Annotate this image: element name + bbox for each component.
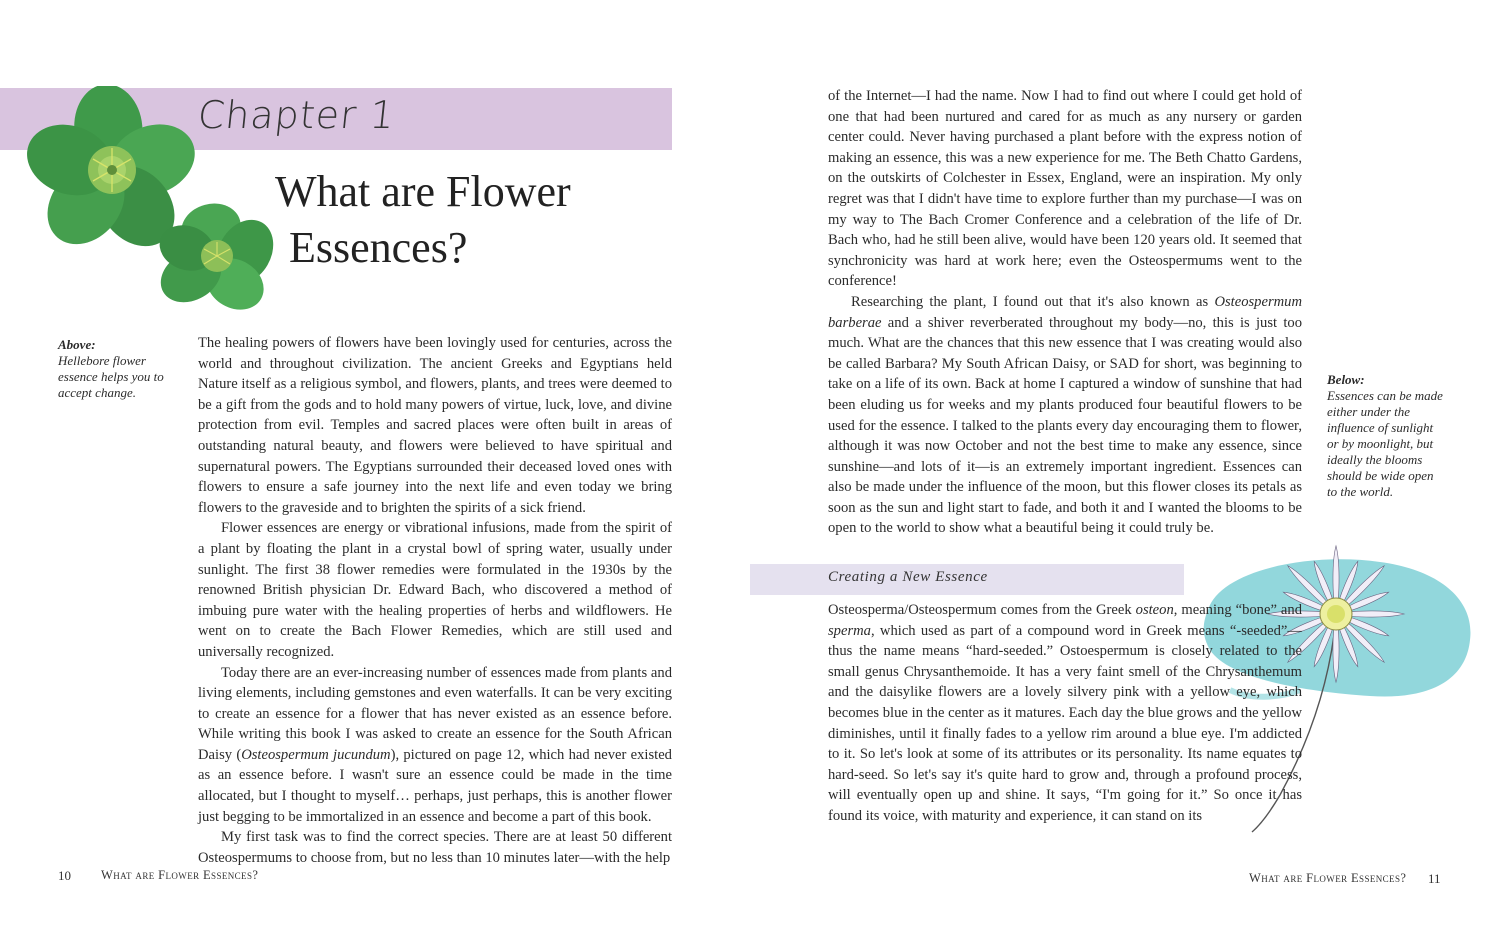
page-number-right: 11: [1428, 871, 1441, 886]
right-page-body: [828, 86, 1302, 539]
body-paragraph: My first task was to find the correct species. There are at least 50 different Osteospermums to choose from, but no less than 10 minutes later—with the help: [198, 829, 672, 866]
body-paragraph: of the Internet—I had the name. Now I had to find out where I could get hold of one that had been nurtured and cared for as much as any nursery or garden center could. Never having purchased a plant before with the express notion of making an essence, this was a new experience for me. The Beth Chatto Gardens, on the outskirts of Colchester in Essex, England, were an inspiration. My only regret was that I didn't have time to explore further than my purchase—I was on my way to The Bach Cromer Conference and a celebration of the life of Dr. Bach who, had he still been alive, would have been 120 years old. It seemed that synchronicity was hard at work here; even the Osteospermums went to the conference!: [828, 88, 1302, 290]
running-title-left: What are Flower Essences?: [101, 868, 259, 882]
chapter-title-line-2: Essences?: [289, 223, 468, 272]
body-paragraph: Researching the plant, I found out that it's also known as Osteospermum barberae and a shiver reverberated throughout my body—no, this is just too much. What are the chances that this new essence that I was creating would also be called Barbara? My South African Daisy, or SAD for short, was beginning to take on a life of its own. Back at home I captured a window of sunshine that had been eluding us for weeks and my plants produced four beautiful flowers to be used for the essence. I talked to the plants every day encouraging them to flower, although it was now October and not the best time to make any essence, since sunshine—and lots of it—is an extremely important ingredient. Essences can also be made under the influence of the moon, but this flower closes its petals as soon as the sun and light start to fade, and both it and I wanted the blooms to be open to the world to show what a beautiful being it could truly be.: [828, 293, 1302, 537]
caption-heading: Above:: [58, 337, 96, 352]
body-paragraph: Today there are an ever-increasing number of essences made from plants and living elements, including gemstones and even waterfalls. It can be very exciting to create an essence for a flower that has never existed as an essence before. While writing this book I was asked to create an essence for the South African Daisy (Osteospermum jucundum), pictured on page 12, which had never existed as an essence before. I wasn't sure an essence could be made in the time allocated, but I thought to myself… perhaps, just perhaps, this is another flower just begging to be immortalized in an essence and become a part of this book.: [198, 664, 672, 825]
caption-text: Essences can be made either under the influence of sunlight or by moonlight, but ideally the blooms should be wide open to the world.: [1327, 388, 1443, 499]
body-paragraph: Osteosperma/Osteospermum comes from the Greek osteon, meaning “bone” and sperma, which used as part of a compound word in Greek means “-seeded”—thus the name means “hard-seeded.” Ostoespermum is closely related to the small genus Chrysanthemoide. It has a very faint smell of the Chrysanthemum and the daisylike flowers are a lovely silvery pink with a yellow eye, which becomes blue in the center as it matures. Each day the blue grows and the yellow diminishes, until it finally fades to a yellow rim around a blue eye. I'm addicted to it. So let's look at some of its attributes or its personality. Its name equates to hard-seed. So let's say it's quite hard to grow and, through a profound process, will eventually open up and shine. It says, “I'm going for it.” So once it has found its voice, with maturity and experience, it can stand on its: [828, 602, 1302, 824]
essence-section-body: [828, 600, 1302, 827]
caption-text: Hellebore flower essence helps you to accept change.: [58, 353, 164, 400]
caption-heading: Below:: [1327, 372, 1365, 387]
chapter-label: Chapter 1: [195, 93, 398, 137]
left-page-body: [198, 333, 672, 868]
body-paragraph: Flower essences are energy or vibrational infusions, made from the spirit of a plant by floating the plant in a crystal bowl of spring water, usually under sunlight. The first 38 flower remedies were formulated in the 1930s by the renowned British physician Dr. Edward Bach, who discovered a method of imbuing pure water with the healing properties of herbs and wildflowers. He went on to create the Bach Flower Remedies, which are still used and universally recognized.: [198, 520, 672, 660]
chapter-title-line-1: What are Flower: [275, 167, 571, 216]
body-paragraph: The healing powers of flowers have been lovingly used for centuries, across the world and throughout civilization. The ancient Greeks and Egyptians held Nature itself as a religious symbol, and flowers, plants, and trees were deemed to be a gift from the gods and to hold many powers of virtue, luck, love, and divine protection from evil. Temples and sacred places were often built in areas of outstanding natural beauty, and flowers were believed to have spiritual and supernatural powers. The Egyptians surrounded their deceased loved ones with flowers to ensure a safe journey into the next life and even today we bring flowers to the graveside and to brighten the spirits of a sick friend.: [198, 335, 672, 516]
image-caption-left: [58, 337, 176, 401]
page-number-left: 10: [58, 868, 71, 883]
section-subheading: Creating a New Essence: [828, 569, 988, 585]
image-caption-right: [1327, 372, 1445, 500]
running-title-right: What are Flower Essences?: [1249, 871, 1407, 885]
